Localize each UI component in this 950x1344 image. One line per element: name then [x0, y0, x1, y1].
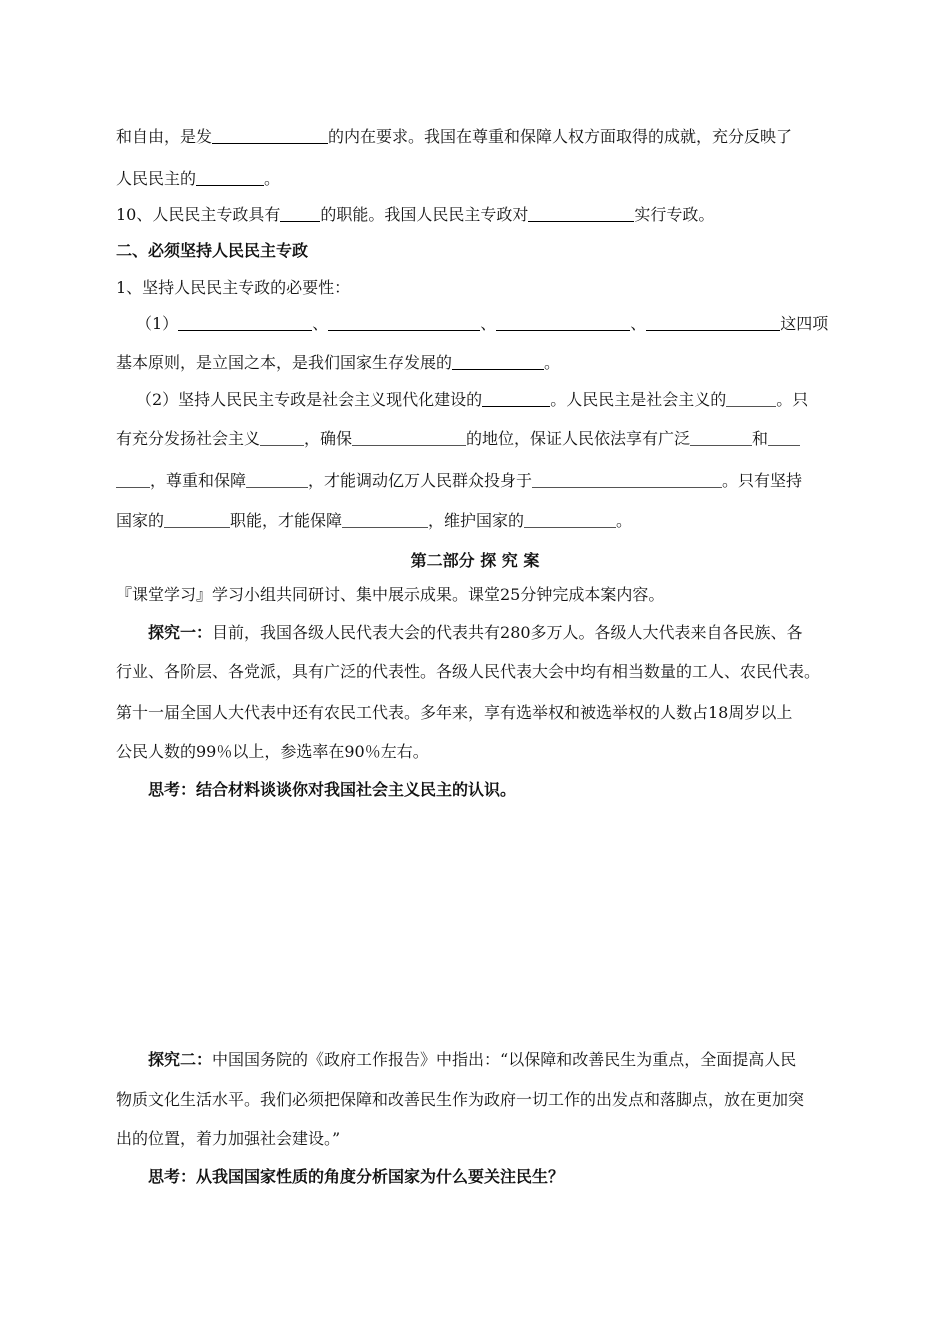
blank-input[interactable] — [196, 169, 264, 186]
blank-input[interactable] — [260, 429, 304, 446]
para-2-line-3: ，尊重和保障 ，才能调动亿万人民群众投身于 。只有坚持 — [116, 470, 802, 492]
para-1-line-1: （1） 、 、 、 这四项 — [136, 314, 829, 333]
inquiry-label: 探究一： — [148, 623, 213, 642]
think-question-2: 思考：从我国国家性质的角度分析国家为什么要关注民生？ — [148, 1167, 565, 1186]
blank-input[interactable] — [164, 511, 230, 528]
part-title: 第二部分 探 究 案 — [410, 551, 540, 570]
blank-input[interactable] — [496, 314, 630, 331]
blank-input[interactable] — [528, 205, 634, 222]
blank-input[interactable] — [352, 429, 466, 446]
inquiry-2-line-1: 探究二：中国国务院的《政府工作报告》中指出：“以保障和改善民生为重点，全面提高人民 — [148, 1050, 797, 1069]
inquiry-1-line-4: 公民人数的99％以上，参选率在90％左右。 — [116, 742, 429, 761]
para-2-line-1: （2）坚持人民民主专政是社会主义现代化建设的 。人民民主是社会主义的 。只 — [136, 390, 809, 409]
blank-input[interactable] — [212, 127, 328, 144]
blank-input[interactable] — [532, 471, 722, 488]
para-1-line-2: 基本原则，是立国之本，是我们国家生存发展的 。 — [116, 353, 561, 372]
item-1: 1、坚持人民民主专政的必要性： — [116, 278, 351, 297]
intro-text: 『课堂学习』学习小组共同研讨、集中展示成果。课堂25分钟完成本案内容。 — [116, 585, 665, 604]
fill-line-2: 人民民主的 。 — [116, 169, 281, 188]
para-2-line-4: 国家的 职能，才能保障 ，维护国家的 。 — [116, 511, 633, 530]
blank-input[interactable] — [768, 429, 800, 446]
blank-input[interactable] — [116, 471, 150, 488]
blank-input[interactable] — [178, 314, 312, 331]
para-2-line-2: 有充分发扬社会主义 ，确保 的地位，保证人民依法享有广泛 和 — [116, 428, 800, 450]
fill-line-1: 和自由，是发 的内在要求。我国在尊重和保障人权方面取得的成就，充分反映了 — [116, 127, 793, 146]
question-10: 10、人民民主专政具有 的职能。我国人民民主专政对 实行专政。 — [116, 205, 715, 224]
blank-input[interactable] — [524, 511, 616, 528]
inquiry-1-line-2: 行业、各阶层、各党派，具有广泛的代表性。各级人民代表大会中均有相当数量的工人、农民代表。 — [116, 662, 821, 681]
blank-input[interactable] — [726, 390, 776, 407]
blank-input[interactable] — [280, 205, 320, 222]
inquiry-2-line-2: 物质文化生活水平。我们必须把保障和改善民生作为政府一切工作的出发点和落脚点，放在更加突 — [116, 1090, 805, 1109]
think-question-1: 思考：结合材料谈谈你对我国社会主义民主的认识。 — [148, 780, 517, 799]
blank-input[interactable] — [328, 314, 480, 331]
blank-input[interactable] — [342, 511, 428, 528]
inquiry-2-line-3: 出的位置，着力加强社会建设。” — [116, 1129, 341, 1148]
inquiry-label: 探究二： — [148, 1050, 213, 1069]
blank-input[interactable] — [690, 429, 752, 446]
section-heading: 二、必须坚持人民民主专政 — [116, 241, 309, 260]
blank-input[interactable] — [452, 353, 544, 370]
blank-input[interactable] — [246, 471, 308, 488]
inquiry-1-line-1: 探究一：目前，我国各级人民代表大会的代表共有280多万人。各级人大代表来自各民族、各 — [148, 623, 803, 642]
blank-input[interactable] — [482, 390, 550, 407]
blank-input[interactable] — [646, 314, 780, 331]
inquiry-1-line-3: 第十一届全国人大代表中还有农民工代表。多年来，享有选举权和被选举权的人数占18周岁以上 — [116, 703, 793, 722]
